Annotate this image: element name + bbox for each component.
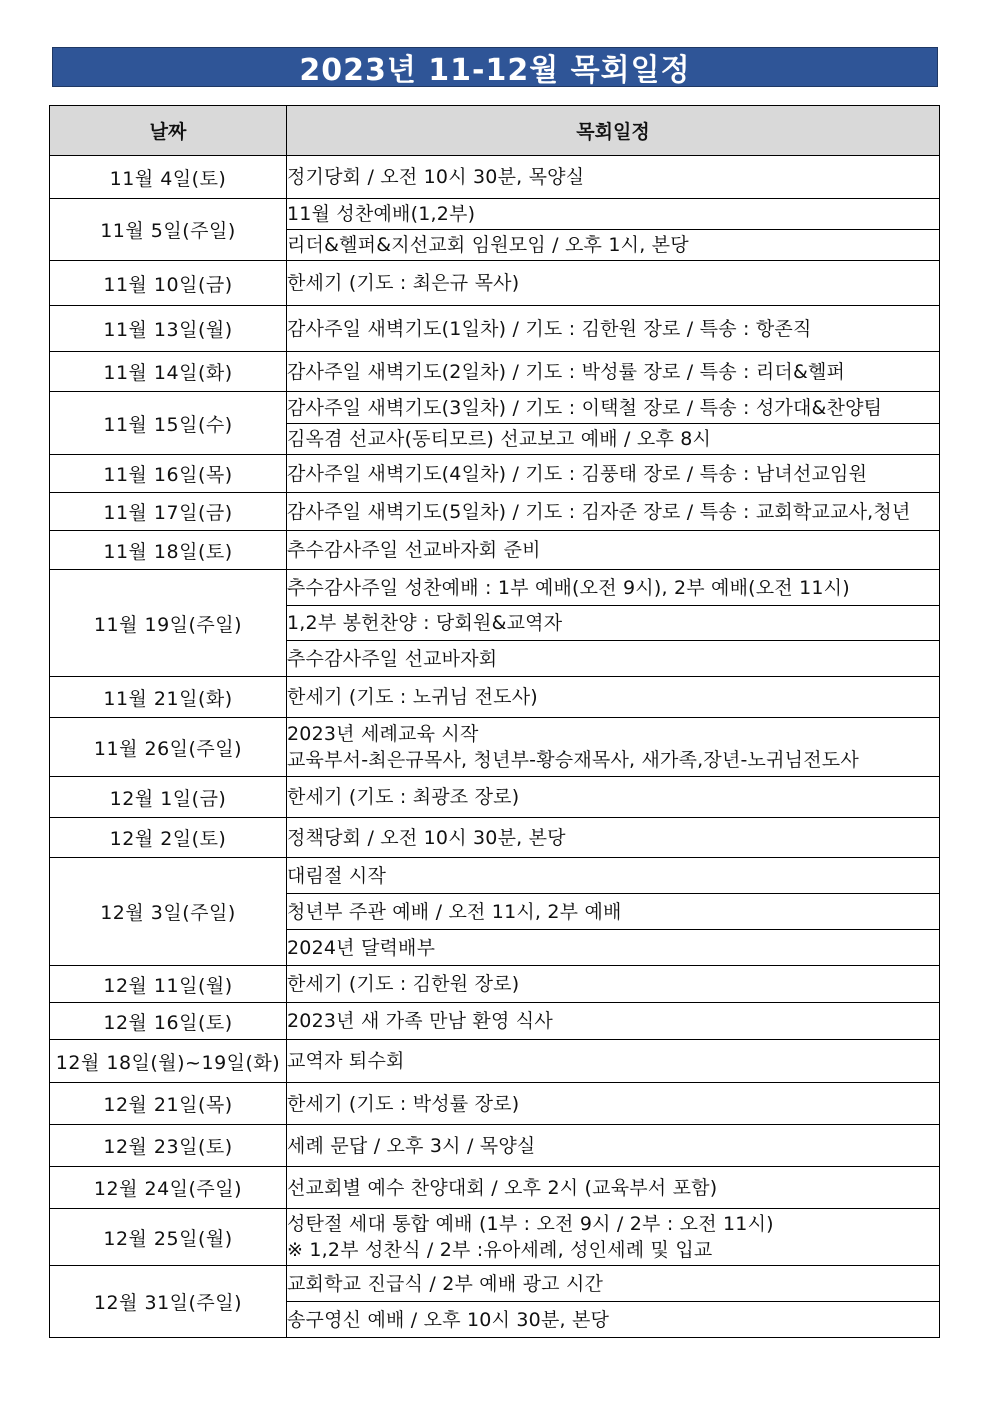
event-cell	[287, 261, 940, 306]
event-cell	[287, 858, 940, 894]
event-text: 한세기 (기도 : 김한원 장로)	[287, 973, 520, 995]
event-cell	[287, 966, 940, 1003]
event-cell	[287, 818, 940, 858]
event-cell	[287, 156, 940, 199]
event-cell	[287, 199, 940, 230]
date-cell: 11월 26일(주일)	[50, 718, 287, 777]
event-cell	[287, 424, 940, 455]
table-row	[50, 966, 940, 1003]
date-cell: 11월 18일(토)	[50, 531, 287, 570]
event-text: 리더&헬퍼&지선교회 임원모임 / 오후 1시, 본당	[287, 234, 689, 256]
date-cell: 11월 16일(목)	[50, 455, 287, 493]
table-row	[50, 858, 940, 894]
event-cell	[287, 570, 940, 606]
event-cell	[287, 392, 940, 424]
date-cell: 11월 19일(주일)	[50, 570, 287, 677]
date-cell: 12월 25일(월)	[50, 1209, 287, 1266]
table-row	[50, 455, 940, 493]
schedule-table	[49, 105, 940, 1338]
event-text: 추수감사주일 성찬예배 : 1부 예배(오전 9시), 2부 예배(오전 11시)	[287, 576, 850, 599]
event-text: 성탄절 세대 통합 예배 (1부 : 오전 9시 / 2부 : 오전 11시)	[287, 1213, 774, 1235]
date-cell: 12월 16일(토)	[50, 1003, 287, 1040]
event-cell	[287, 1266, 940, 1302]
event-cell	[287, 894, 940, 930]
event-text: 감사주일 새벽기도(2일차) / 기도 : 박성률 장로 / 특송 : 리더&헬퍼	[287, 360, 846, 383]
event-text: 감사주일 새벽기도(5일차) / 기도 : 김자준 장로 / 특송 : 교회학교교사,청년	[287, 500, 911, 523]
event-text: 감사주일 새벽기도(4일차) / 기도 : 김풍태 장로 / 특송 : 남녀선교임원	[287, 462, 868, 485]
event-text: 송구영신 예배 / 오후 10시 30분, 본당	[287, 1308, 610, 1331]
table-row	[50, 392, 940, 424]
table-row	[50, 718, 940, 777]
event-cell	[287, 1040, 940, 1083]
event-text: 추수감사주일 선교바자회	[287, 647, 498, 670]
event-text: 한세기 (기도 : 박성률 장로)	[287, 1092, 520, 1115]
event-text: 한세기 (기도 : 최광조 장로)	[287, 786, 520, 808]
event-text: 정기당회 / 오전 10시 30분, 목양실	[287, 166, 585, 188]
title-banner	[52, 47, 938, 87]
event-text: 감사주일 새벽기도(1일차) / 기도 : 김한원 장로 / 특송 : 항존직	[287, 317, 812, 340]
table-row	[50, 570, 940, 606]
date-cell: 11월 4일(토)	[50, 156, 287, 199]
table-row	[50, 493, 940, 531]
date-cell: 12월 11일(월)	[50, 966, 287, 1003]
event-text: 정책당회 / 오전 10시 30분, 본당	[287, 826, 566, 849]
event-text: 선교회별 예수 찬양대회 / 오후 2시 (교육부서 포함)	[287, 1176, 718, 1199]
table-row	[50, 1125, 940, 1167]
event-cell	[287, 493, 940, 531]
date-cell: 12월 23일(토)	[50, 1125, 287, 1167]
event-text: 2023년 세례교육 시작	[287, 723, 479, 745]
event-cell	[287, 641, 940, 677]
table-row	[50, 1266, 940, 1302]
event-cell	[287, 1209, 940, 1266]
date-cell: 11월 15일(수)	[50, 392, 287, 455]
date-cell: 11월 5일(주일)	[50, 199, 287, 261]
event-cell	[287, 455, 940, 493]
event-cell	[287, 1167, 940, 1209]
event-text: ※ 1,2부 성찬식 / 2부 :유아세례, 성인세례 및 입교	[287, 1239, 713, 1261]
date-cell: 12월 3일(주일)	[50, 858, 287, 966]
event-column-header: 목회일정	[287, 106, 940, 156]
date-cell: 12월 18일(월)~19일(화)	[50, 1040, 287, 1083]
event-cell	[287, 777, 940, 818]
date-cell: 11월 14일(화)	[50, 352, 287, 392]
table-row	[50, 1209, 940, 1266]
table-row	[50, 199, 940, 230]
event-cell	[287, 1083, 940, 1125]
table-row	[50, 818, 940, 858]
table-row	[50, 677, 940, 718]
event-text: 교역자 퇴수회	[287, 1050, 405, 1072]
schedule-body	[50, 156, 940, 1338]
date-column-header: 날짜	[50, 106, 287, 156]
table-row	[50, 1003, 940, 1040]
event-text: 세례 문답 / 오후 3시 / 목양실	[287, 1134, 536, 1157]
event-text: 대림절 시작	[287, 864, 387, 887]
event-text: 추수감사주일 선교바자회 준비	[287, 539, 541, 561]
page-title: 2023년 11-12월 목회일정	[299, 53, 691, 88]
event-text: 교육부서-최은규목사, 청년부-황승재목사, 새가족,장년-노귀님전도사	[287, 749, 859, 771]
date-cell: 12월 31일(주일)	[50, 1266, 287, 1338]
event-text: 11월 성찬예배(1,2부)	[287, 203, 476, 225]
table-row	[50, 1040, 940, 1083]
event-cell	[287, 352, 940, 392]
event-cell	[287, 930, 940, 966]
table-row	[50, 261, 940, 306]
event-text: 2023년 새 가족 만남 환영 식사	[287, 1010, 553, 1032]
date-cell: 12월 2일(토)	[50, 818, 287, 858]
date-cell: 11월 17일(금)	[50, 493, 287, 531]
date-cell: 12월 24일(주일)	[50, 1167, 287, 1209]
table-row	[50, 306, 940, 352]
header-row	[50, 106, 940, 156]
event-cell	[287, 306, 940, 352]
event-text: 한세기 (기도 : 노귀님 전도사)	[287, 686, 538, 708]
event-text: 2024년 달력배부	[287, 936, 436, 959]
table-row	[50, 777, 940, 818]
event-text: 교회학교 진급식 / 2부 예배 광고 시간	[287, 1272, 604, 1295]
event-cell	[287, 1302, 940, 1338]
event-cell	[287, 1003, 940, 1040]
table-row	[50, 156, 940, 199]
event-cell	[287, 677, 940, 718]
event-cell	[287, 230, 940, 261]
event-text: 1,2부 봉헌찬양 : 당회원&교역자	[287, 612, 563, 634]
event-cell	[287, 606, 940, 641]
table-row	[50, 352, 940, 392]
date-cell: 12월 1일(금)	[50, 777, 287, 818]
date-cell: 11월 21일(화)	[50, 677, 287, 718]
table-row	[50, 1083, 940, 1125]
date-cell: 12월 21일(목)	[50, 1083, 287, 1125]
event-cell	[287, 1125, 940, 1167]
event-cell	[287, 531, 940, 570]
event-text: 김옥겸 선교사(동티모르) 선교보고 예배 / 오후 8시	[287, 428, 712, 450]
date-cell: 11월 10일(금)	[50, 261, 287, 306]
event-cell	[287, 718, 940, 777]
table-row	[50, 531, 940, 570]
date-cell: 11월 13일(월)	[50, 306, 287, 352]
event-text: 청년부 주관 예배 / 오전 11시, 2부 예배	[287, 900, 622, 923]
event-text: 한세기 (기도 : 최은규 목사)	[287, 272, 520, 294]
event-text: 감사주일 새벽기도(3일차) / 기도 : 이택철 장로 / 특송 : 성가대&찬양팀	[287, 396, 883, 419]
table-row	[50, 1167, 940, 1209]
